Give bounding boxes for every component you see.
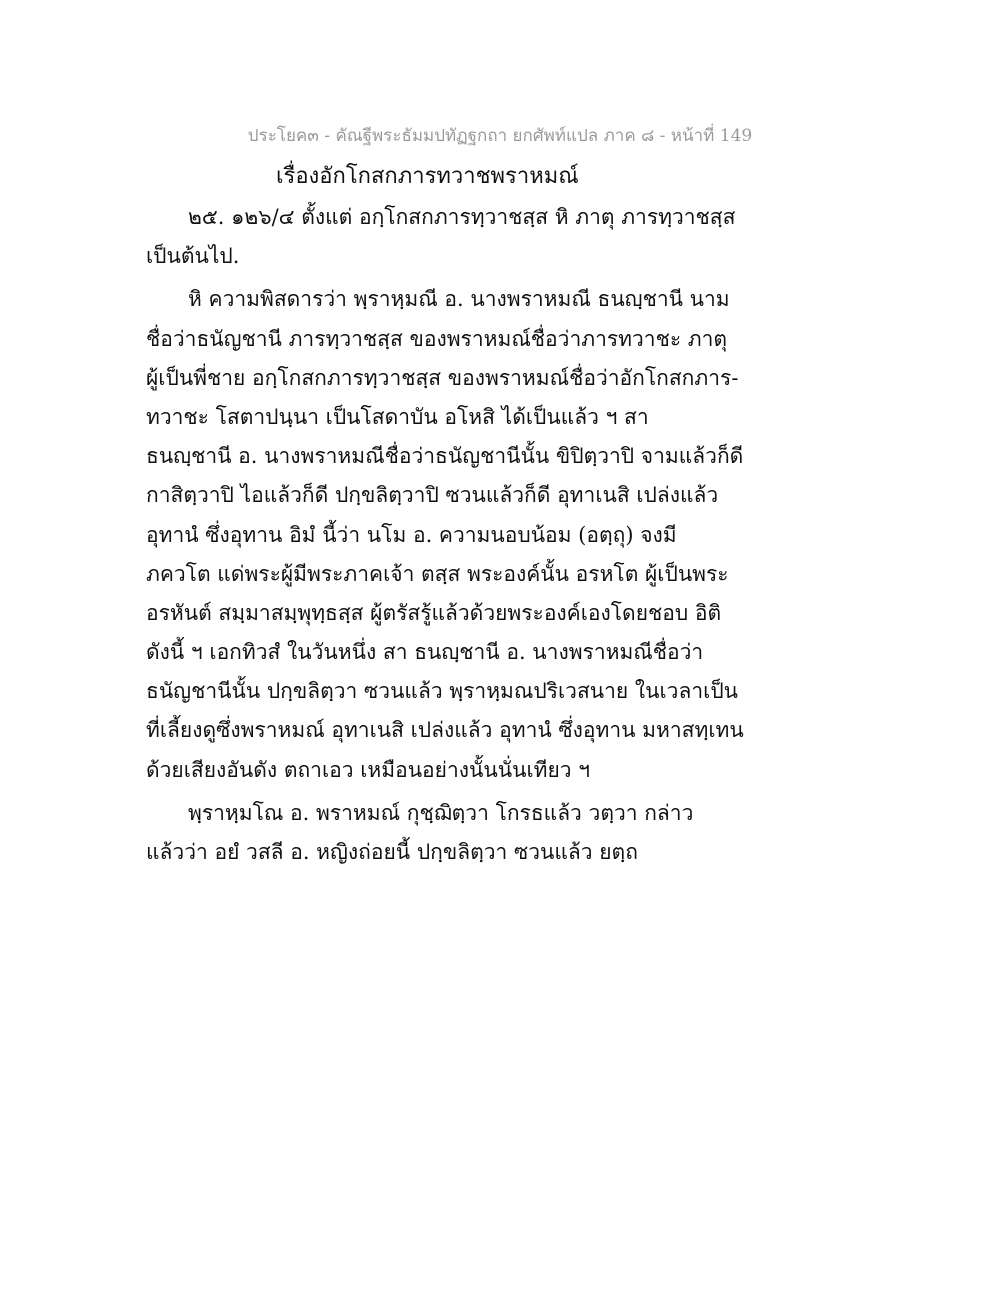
text-line: เป็นต้นไป. xyxy=(146,244,240,269)
text-line: ภควโต แด่พระผู้มีพระภาคเจ้า ตสฺส พระองค์นั้น อรหโต ผู้เป็นพระ xyxy=(146,561,729,586)
text-line: ธนญฺชานี อ. นางพราหมณีชื่อว่าธนัญชานีนั้น ขิปิตฺวาปิ จามแล้วก็ดี xyxy=(146,444,744,469)
paragraph-3 xyxy=(146,794,846,872)
running-header: ประโยค๓ - คัณฐีพระธัมมปทัฏฐกถา ยกศัพท์แปล ภาค ๘ - หน้าที่ 149 xyxy=(247,126,753,146)
text-line: พฺราหฺมโณ อ. พราหมณ์ กุชฺฌิตฺวา โกรธแล้ว วตฺวา กล่าว xyxy=(188,800,694,825)
text-line: หิ ความพิสดารว่า พฺราหฺมณี อ. นางพราหมณี ธนญฺชานี นาม xyxy=(188,287,730,312)
text-line: ด้วยเสียงอันดัง ตถาเอว เหมือนอย่างนั้นนั่นเทียว ฯ xyxy=(146,757,591,782)
text-line: ๒๕. ๑๒๖/๔ ตั้งแต่ อกฺโกสกภารทฺวาชสฺส หิ ภาตุ ภารทฺวาชสฺส xyxy=(188,205,736,229)
text-line: อุทานํ ซึ่งอุทาน อิมํ นี้ว่า นโม อ. ความนอบน้อม (อตฺถุ) จงมี xyxy=(146,522,677,547)
paragraph-1 xyxy=(146,198,846,276)
text-line: ชื่อว่าธนัญชานี ภารทฺวาชสฺส ของพราหมณ์ชื่อว่าภารทวาชะ ภาตุ xyxy=(146,326,728,351)
paragraph-2 xyxy=(146,280,846,789)
text-line: ทวาชะ โสตาปนฺนา เป็นโสดาบัน อโหสิ ได้เป็นแล้ว ฯ สา xyxy=(146,404,649,429)
text-line: อรหันต์ สมฺมาสมฺพุทฺธสฺส ผู้ตรัสรู้แล้วด้วยพระองค์เองโดยชอบ อิติ xyxy=(146,600,722,625)
text-line: กาสิตฺวาปิ ไอแล้วก็ดี ปกฺขลิตฺวาปิ ซวนแล้วก็ดี อุทาเนสิ เปล่งแล้ว xyxy=(146,483,719,508)
text-line: ผู้เป็นพี่ชาย อกฺโกสกภารทฺวาชสฺส ของพราหมณ์ชื่อว่าอักโกสกภาร- xyxy=(146,365,739,390)
text-line: แล้วว่า อยํ วสลี อ. หญิงถ่อยนี้ ปกฺขลิตฺวา ซวนแล้ว ยตฺถ xyxy=(146,840,638,864)
text-line: ที่เลี้ยงดูซึ่งพราหมณ์ อุทาเนสิ เปล่งแล้ว อุทานํ ซึ่งอุทาน มหาสทฺเทน xyxy=(146,718,744,743)
story-title: เรื่องอักโกสกภารทวาชพราหมณ์ xyxy=(276,164,579,189)
text-line: ธนัญชานีนั้น ปกฺขลิตฺวา ซวนแล้ว พฺราหฺมณปริเวสนาย ในเวลาเป็น xyxy=(146,679,738,704)
body-text xyxy=(146,198,846,872)
text-line: ดังนี้ ฯ เอกทิวสํ ในวันหนึ่ง สา ธนญฺชานี อ. นางพราหมณีชื่อว่า xyxy=(146,640,704,665)
